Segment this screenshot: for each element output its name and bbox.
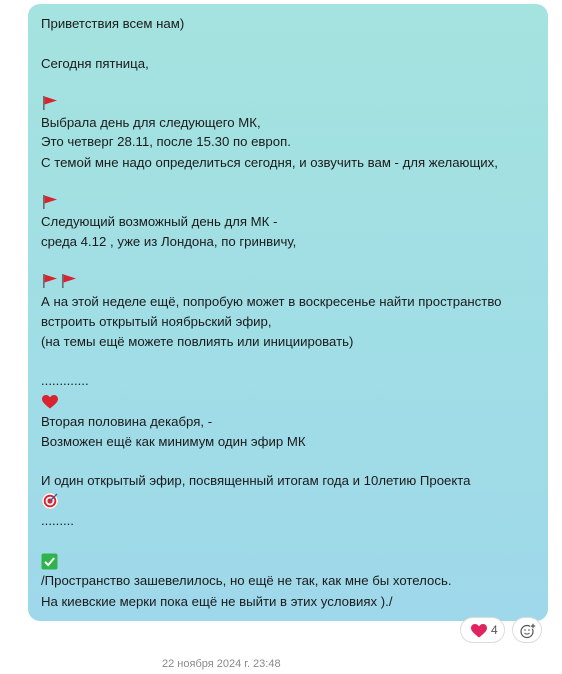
message-line: Это четверг 28.11, после 15.30 по европ. [41,134,291,149]
heart-reaction-button[interactable] [460,617,505,643]
add-reaction-button[interactable] [512,617,542,643]
message-line: Сегодня пятница, [41,56,149,71]
message-line: Вторая половина декабря, - [41,414,213,429]
message-line: Следующий возможный день для МК - [41,214,278,229]
message-line: ............. [41,373,89,388]
message-line: И один открытый эфир, посвященный итогам года и 10летию Проекта [41,473,471,488]
message-line: Приветствия всем нам) [41,16,185,31]
message-timestamp: 22 ноября 2024 г. 23:48 [162,658,281,670]
red-heart-icon [470,623,488,644]
triangular-flag-icon [41,95,59,111]
message-bubble [28,4,548,621]
triangular-flag-icon [41,194,59,210]
message-line: (на темы ещё можете повлиять или инициировать) [41,334,354,349]
red-heart-icon [41,394,59,410]
message-line: С темой мне надо определиться сегодня, и озвучить вам - для желающих, [41,155,498,170]
message-line: На киевские мерки пока ещё не выйти в этих условиях )./ [41,594,393,609]
message-line: среда 4.12 , уже из Лондона, по гринвичу, [41,234,297,249]
direct-hit-target-icon [41,492,59,508]
message-line: Возможен ещё как минимум один эфир МК [41,434,306,449]
message-line: встроить открытый ноябрьский эфир, [41,314,272,329]
message-line: А на этой неделе ещё, попробую может в воскресенье найти пространство [41,294,502,309]
check-mark-button-icon [41,553,58,569]
message-line: Выбрала день для следующего МК, [41,115,261,130]
reaction-count: 4 [491,623,498,637]
add-emoji-icon [519,622,537,640]
message-line: /Пространство зашевелилось, но ещё не так, как мне бы хотелось. [41,573,452,588]
message-line: ......... [41,513,74,528]
two-triangular-flags-icon [41,273,79,289]
